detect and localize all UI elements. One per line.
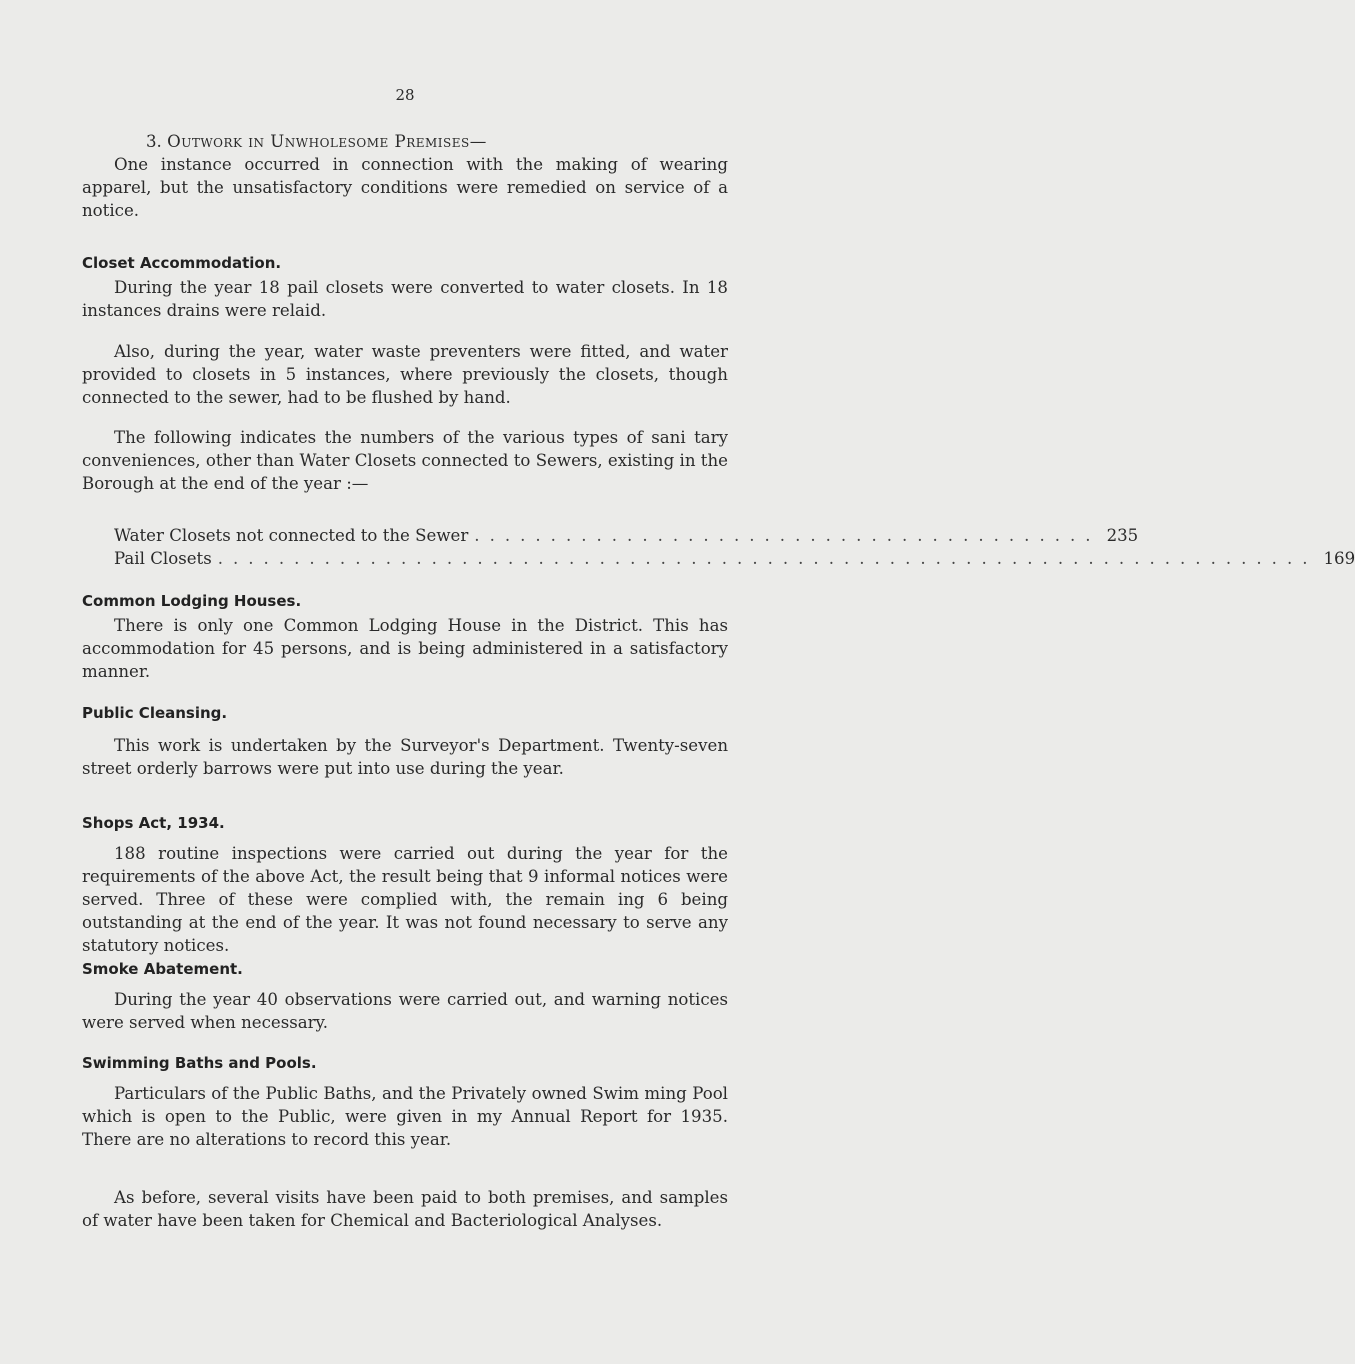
row-value: 169 <box>1323 549 1355 568</box>
lodging-heading: Common Lodging Houses. <box>82 592 302 610</box>
baths-heading: Swimming Baths and Pools. <box>82 1054 317 1072</box>
closet-paragraph-3: The following indicates the numbers of the various types of sani tary conveniences, other than Water Closets connected to Sewers, existing in the Borough at the end of the year :— <box>82 428 728 493</box>
cleansing-section <box>82 704 728 780</box>
closet-heading: Closet Accommodation. <box>82 254 282 272</box>
shops-section <box>82 814 728 957</box>
closet-section <box>82 254 728 322</box>
sanitary-table <box>114 524 1355 570</box>
leader-dots: ........................................................................ <box>217 549 1318 568</box>
row-label: Pail Closets <box>114 549 212 568</box>
closet-paragraph-2: Also, during the year, water waste preventers were fitted, and water provided to closets in 5 instances, where previously the closets, though connected to the sewer, had to be flushed by hand. <box>82 342 728 407</box>
outwork-section <box>82 130 728 222</box>
baths-paragraph-2: As before, several visits have been paid to both premises, and samples of water have been taken for Chemical and Bacteriological Analyses. <box>82 1188 728 1230</box>
smoke-section <box>82 960 728 1034</box>
outwork-title: Outwork in Unwholesome Premises— <box>167 132 487 151</box>
cleansing-heading: Public Cleansing. <box>82 704 228 722</box>
lodging-text: There is only one Common Lodging House in the District. This has accommodation for 45 persons, and is being administered in a satisfactory manner. <box>82 616 728 681</box>
leader-dots: ......................................... <box>474 526 1101 545</box>
closet-paragraph-2-block <box>82 340 728 409</box>
closet-paragraph-3-block <box>82 426 728 495</box>
smoke-heading: Smoke Abatement. <box>82 960 243 978</box>
outwork-heading <box>82 130 728 153</box>
shops-heading: Shops Act, 1934. <box>82 814 225 832</box>
row-value: 235 <box>1106 526 1139 545</box>
outwork-number: 3. <box>146 132 162 151</box>
closet-paragraph-1: During the year 18 pail closets were converted to water closets. In 18 instances drains were relaid. <box>82 278 728 320</box>
page-number: 28 <box>395 86 415 104</box>
outwork-text: One instance occurred in connection with the making of wearing apparel, but the unsatisfactory conditions were remedied on service of a notice. <box>82 155 728 220</box>
cleansing-text: This work is undertaken by the Surveyor's Department. Twenty-seven street orderly barrows were put into use during the year. <box>82 736 728 778</box>
smoke-text: During the year 40 observations were carried out, and warning notices were served when necessary. <box>82 990 728 1032</box>
baths-section <box>82 1054 728 1151</box>
row-label: Water Closets not connected to the Sewer <box>114 526 469 545</box>
lodging-section <box>82 592 728 683</box>
table-row <box>114 524 1139 547</box>
table-row <box>114 547 1355 570</box>
shops-text: 188 routine inspections were carried out during the year for the requirements of the above Act, the result being that 9 informal notices were served. Three of these were complied with, the remain ing 6 being outstanding at the end of the year. It was not found necessary to serve any statutory notices. <box>82 844 728 955</box>
baths-paragraph-2-block <box>82 1186 728 1232</box>
baths-paragraph-1: Particulars of the Public Baths, and the Privately owned Swim ming Pool which is open to the Public, were given in my Annual Report for 1935. There are no alterations to record this year. <box>82 1084 728 1149</box>
